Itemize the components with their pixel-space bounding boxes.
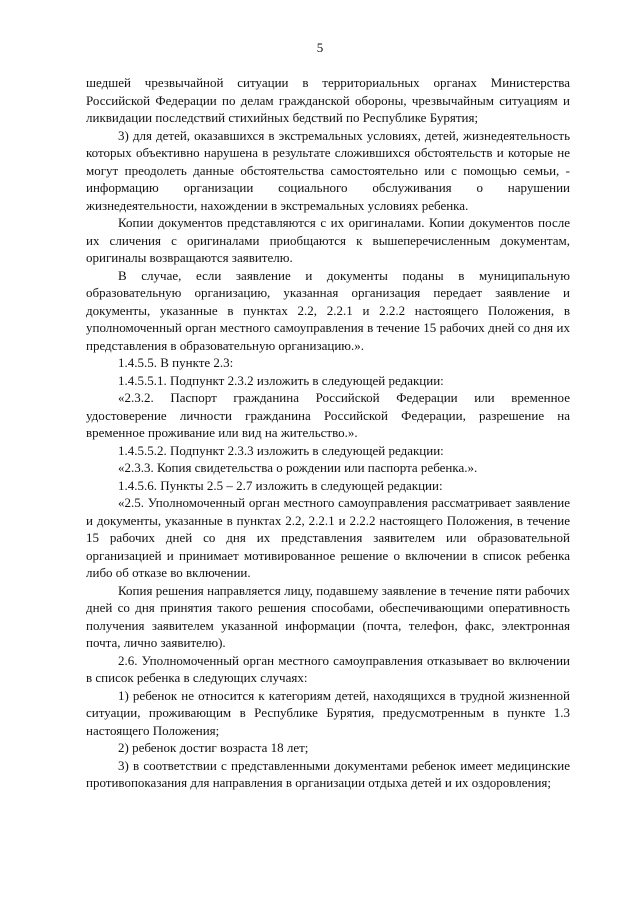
paragraph: 2) ребенок достиг возраста 18 лет;	[118, 740, 309, 755]
paragraph: «2.3.2. Паспорт гражданина Российской Федерации или временное удостоверение личности гражданина Российской Федерации, разрешение на временное проживание или вид на жительство.».	[86, 390, 570, 440]
paragraph: 1.4.5.5.2. Подпункт 2.3.3 изложить в следующей редакции:	[118, 442, 444, 458]
paragraph: 2.6. Уполномоченный орган местного самоуправления отказывает во включении в список ребенка в следующих случаях:	[86, 652, 570, 685]
paragraph: «2.5. Уполномоченный орган местного самоуправления рассматривает заявление и документы, указанные в пунктах 2.2, 2.2.1 и 2.2.2 настоящего Положения, в течение 15 рабочих дней со дня их представления заявителем или образовательной организацией и принимает мотивированное решение о включении в список ребенка либо об отказе во включении.	[86, 495, 570, 580]
page-number: 5	[316, 40, 324, 55]
paragraph: Копии документов представляются с их оригиналами. Копии документов после их сличения с оригиналами приобщаются к вышеперечисленным документам, оригиналы возвращаются заявителю.	[86, 215, 570, 265]
paragraph: 1.4.5.5.1. Подпункт 2.3.2 изложить в следующей редакции:	[118, 372, 444, 388]
paragraph: Копия решения направляется лицу, подавшему заявление в течение пяти рабочих дней со дня принятия такого решения способами, обеспечивающими оперативность получения заявителем указанной информации (почта, телефон, факс, электронная почта, лично заявителю).	[86, 582, 570, 650]
paragraph: В случае, если заявление и документы поданы в муниципальную образовательную организацию, указанная организация передает заявление и документы, указанные в пунктах 2.2, 2.2.1 и 2.2.2 настоящего Положения, в уполномоченный орган местного самоуправления в течение 15 рабочих дней со дня их представления в образовательную организацию.».	[86, 267, 570, 353]
paragraph: 1) ребенок не относится к категориям детей, находящихся в трудной жизненной ситуации, проживающим в Республике Бурятия, предусмотренным в пункте 1.3 настоящего Положения;	[86, 687, 570, 738]
paragraph: 3) для детей, оказавшихся в экстремальных условиях, детей, жизнедеятельность которых объективно нарушена в результате сложившихся обстоятельств и которые не могут преодолеть данные обстоятельства самостоятельно или с помощью семьи, - информацию организации социального обслуживания о нарушении жизнедеятельности, нахождении в экстремальных условиях ребенка.	[86, 127, 570, 213]
paragraph: 1.4.5.5. В пункте 2.3:	[118, 355, 234, 370]
paragraph: 1.4.5.6. Пункты 2.5 – 2.7 изложить в следующей редакции:	[118, 477, 443, 493]
document-body	[86, 74, 570, 792]
paragraph: шедшей чрезвычайной ситуации в территориальных органах Министерства Российской Федерации по делам гражданской обороны, чрезвычайным ситуациям и ликвидации последствий стихийных бедствий по Республике Бурятия;	[86, 75, 570, 125]
paragraph: 3) в соответствии с представленными документами ребенок имеет медицинские противопоказания для направления в организации отдыха детей и их оздоровления;	[86, 757, 570, 790]
paragraph: «2.3.3. Копия свидетельства о рождении или паспорта ребенка.».	[118, 460, 478, 475]
